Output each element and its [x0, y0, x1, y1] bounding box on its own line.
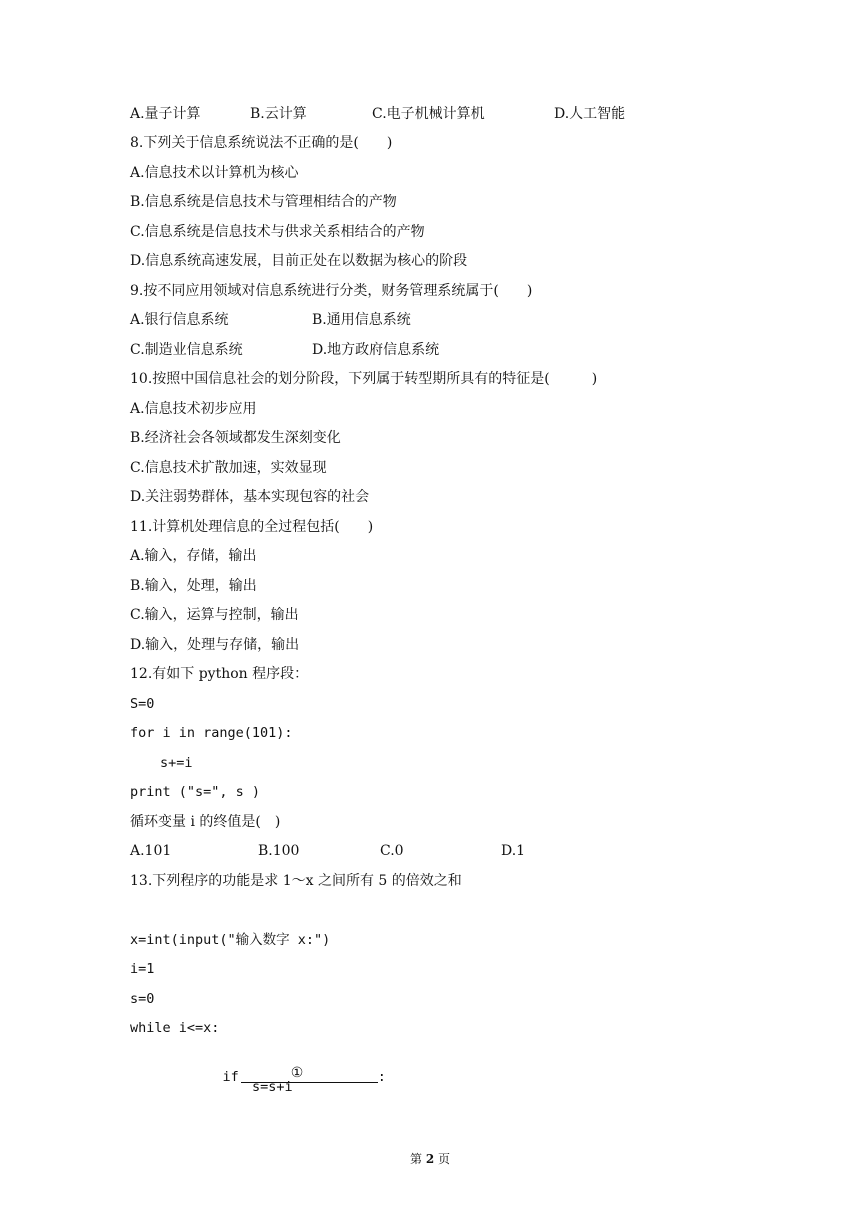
q13-code-line-3: s=0	[130, 991, 155, 1007]
q11-option-a: A.输入，存储，输出	[130, 548, 257, 564]
q13-stem: 13.下列程序的功能是求 1～x 之间所有 5 的倍效之和	[130, 873, 462, 889]
q12-option-c: C.0	[380, 843, 404, 859]
q12-code-line-3: s+=i	[160, 755, 193, 771]
q12-option-d: D.1	[501, 843, 526, 859]
q13-blank-mark: ①	[290, 1065, 304, 1081]
q11-option-d: D.输入，处理与存储，输出	[130, 637, 300, 653]
q9-option-b: B.通用信息系统	[312, 312, 411, 328]
q12-option-b: B.100	[258, 843, 300, 859]
q11-option-c: C.输入，运算与控制，输出	[130, 607, 299, 623]
q13-colon: :	[377, 1069, 386, 1085]
q13-code-line-6: s=s+i	[252, 1079, 293, 1095]
q12-stem: 12.有如下 python 程序段：	[130, 666, 309, 682]
q9-option-d: D.地方政府信息系统	[312, 342, 440, 358]
q9-option-a: A.银行信息系统	[130, 312, 229, 328]
q9-option-c: C.制造业信息系统	[130, 342, 243, 358]
q7-option-b: B.云计算	[250, 106, 307, 122]
q8-option-b: B.信息系统是信息技术与管理相结合的产物	[130, 194, 397, 210]
q10-stem: 10.按照中国信息社会的划分阶段，下列属于转型期所具有的特征是( )	[130, 371, 598, 387]
q11-stem: 11.计算机处理信息的全过程包括( )	[130, 519, 374, 535]
q10-option-d: D.关注弱势群体，基本实现包容的社会	[130, 489, 370, 505]
q12-code-line-4: print ("s=", s )	[130, 784, 261, 800]
page-number: 2	[425, 1152, 435, 1166]
q8-option-d: D.信息系统高速发展，目前正处在以数据为核心的阶段	[130, 253, 468, 269]
footer-suffix: 页	[438, 1152, 451, 1166]
q7-option-a: A.量子计算	[130, 106, 201, 122]
q12-question: 循环变量 i 的终值是( )	[130, 814, 281, 830]
q13-code-line-1: x=int(input("输入数字 x:")	[130, 932, 331, 948]
q10-option-c: C.信息技术扩散加速，实效显现	[130, 460, 327, 476]
q11-option-b: B.输入，处理，输出	[130, 578, 257, 594]
q9-stem: 9.按不同应用领域对信息系统进行分类，财务管理系统属于( )	[130, 283, 533, 299]
q8-option-a: A.信息技术以计算机为核心	[130, 165, 299, 181]
q7-option-d: D.人工智能	[554, 106, 626, 122]
q8-stem: 8.下列关于信息系统说法不正确的是( )	[130, 135, 393, 151]
q13-code-line-4: while i<=x:	[130, 1020, 220, 1036]
q7-option-c: C.电子机械计算机	[372, 106, 485, 122]
q12-option-a: A.101	[130, 843, 172, 859]
q10-option-b: B.经济社会各领域都发生深刻变化	[130, 430, 341, 446]
footer-prefix: 第	[409, 1152, 422, 1166]
q10-option-a: A.信息技术初步应用	[130, 401, 257, 417]
q12-code-line-1: S=0	[130, 696, 155, 712]
q12-code-line-2: for i in range(101):	[130, 725, 293, 741]
q13-code-line-2: i=1	[130, 961, 155, 977]
page-footer	[0, 1150, 860, 1167]
q13-if-keyword: if	[222, 1069, 239, 1085]
q8-option-c: C.信息系统是信息技术与供求关系相结合的产物	[130, 224, 425, 240]
